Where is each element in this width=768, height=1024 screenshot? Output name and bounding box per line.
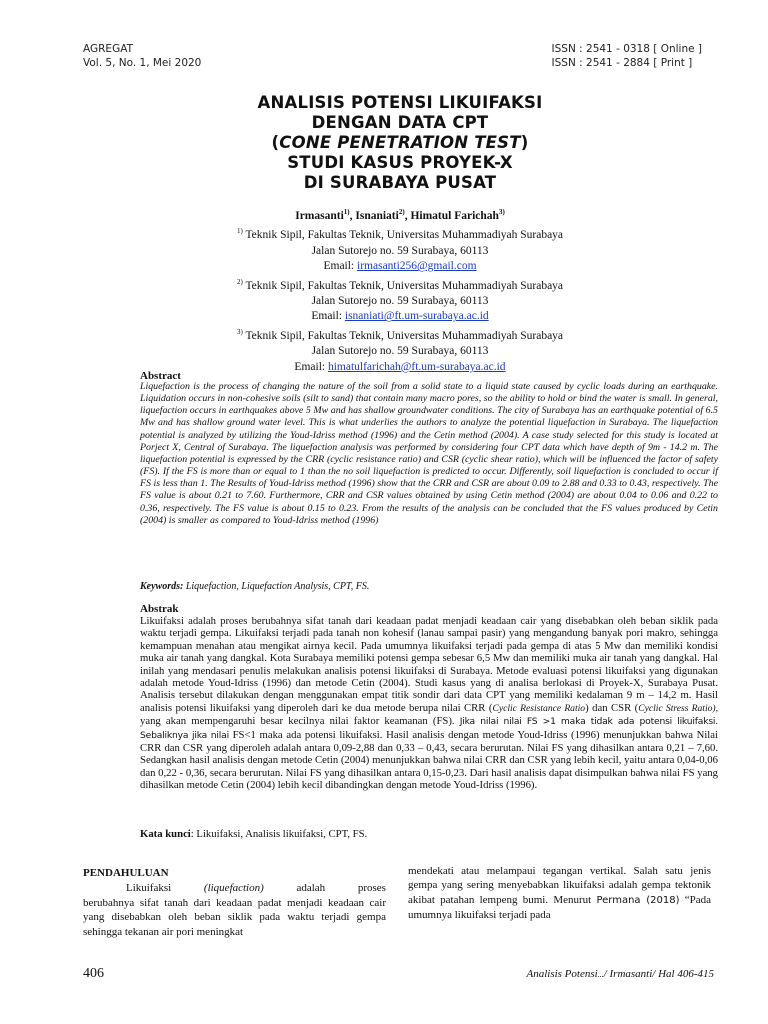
address-3: Jalan Sutorejo no. 59 Surabaya, 60113 — [311, 345, 489, 358]
intro-left-column — [83, 866, 386, 939]
intro-right-text-c: “Pada umumnya likuifaksi terjadi pada — [408, 893, 711, 922]
affiliation-3-text: Teknik Sipil, Fakultas Teknik, Universitas Muhammadiyah Surabaya — [242, 329, 564, 342]
journal-name: AGREGAT — [83, 43, 133, 55]
issn-print: ISSN : 2541 - 2884 [ Print ] — [551, 57, 693, 69]
title-paren-close: ) — [520, 133, 529, 152]
issn-online: ISSN : 2541 - 0318 [ Online ] — [551, 43, 702, 55]
abstrak-body — [140, 615, 718, 792]
abstrak-text-3: yang akan mempengaruhi besar kecilnya nilai faktor keamanan (FS). — [140, 715, 460, 728]
abstrak-csr-term: Cyclic Stress Ratio), — [638, 702, 719, 714]
abstrak-text-5: FS<1 maka ada potensi likuifaksi. Hasil analisis dengan metode Youd-Idriss (1996) menunjukkan bahwa Nilai CRR dan CSR yang diperoleh adalah antara 0,09-2,88 dan 0,33 – 0,43, secara berurutan. Nilai FS yang dihasilkan antara 0,21 – 7,60. Sedangkan hasil analisis dengan metode Cetin (2004) menunjukkan bahwa nilai CRR dan CSR yang lebih kecil, yaitu antara 0,04-0,06 dan 0,22 - 0,36, secara berurutan. Nilai FS yang dihasilkan antara 0,15-0,23. Dari hasil analisis dapat disimpulkan bahwa nilai FS yang dihasilkan metode Cetin (2004) lebih kecil dibandingkan dengan metode Youd-Idriss (1996). — [140, 728, 718, 792]
affiliation-1-sup: 1) — [236, 227, 243, 236]
title-line-2: DENGAN DATA CPT — [311, 113, 489, 132]
keywords-text: Liquefaction, Liquefaction Analysis, CPT, FS. — [183, 581, 370, 592]
author-3: Himatul Farichah — [410, 209, 499, 222]
affiliation-1-text: Teknik Sipil, Fakultas Teknik, Universitas Muhammadiyah Surabaya — [242, 229, 564, 242]
kata-kunci-label: Kata kunci — [140, 828, 191, 840]
abstrak-text-4: Jika nilai nilai FS >1 maka tidak ada potensi likuifaksi. Sebaliknya jika nilai — [140, 716, 718, 741]
email-2-link[interactable]: isnaniati@ft.um-surabaya.ac.id — [344, 310, 489, 323]
keywords-line — [140, 581, 718, 592]
affiliation-3 — [100, 325, 700, 344]
journal-header-left — [83, 42, 201, 70]
running-footer-pages: / Irmasanti/ Hal 406-415 — [603, 968, 714, 980]
title-line-5: DI SURABAYA PUSAT — [303, 173, 497, 192]
abstract-heading: Abstract — [140, 370, 181, 382]
running-footer-dots: ... — [597, 970, 604, 979]
affiliation-2 — [100, 275, 700, 294]
author-block — [100, 205, 700, 375]
email-2-line — [100, 309, 700, 325]
keywords-label: Keywords: — [140, 581, 184, 592]
intro-word-3: adalah — [296, 882, 326, 895]
author-1-sup: 1) — [343, 208, 350, 216]
email-3-label: Email: — [294, 360, 328, 373]
author-1: Irmasanti — [295, 209, 344, 222]
abstrak-heading: Abstrak — [140, 603, 179, 615]
abstrak-text-2: ) dan CSR ( — [585, 701, 639, 714]
address-2: Jalan Sutorejo no. 59 Surabaya, 60113 — [311, 294, 489, 307]
author-2-sup: 2) — [398, 208, 405, 216]
page-number: 406 — [83, 966, 104, 981]
affiliation-2-text: Teknik Sipil, Fakultas Teknik, Universitas Muhammadiyah Surabaya — [242, 279, 564, 292]
journal-header-right — [552, 42, 702, 70]
intro-right-column — [408, 864, 711, 923]
title-line-3 — [100, 133, 700, 153]
affiliation-3-sup: 3) — [236, 327, 243, 336]
running-footer — [526, 968, 714, 980]
author-sep-1: , — [349, 209, 356, 222]
intro-word-1: Likuifaksi — [126, 882, 172, 895]
author-2: Isnaniati — [355, 209, 399, 222]
intro-citation: Permana (2018) — [596, 894, 680, 906]
email-2-label: Email: — [311, 310, 345, 323]
email-3-link[interactable]: himatulfarichah@ft.um-surabaya.ac.id — [327, 360, 506, 373]
intro-right-text-a: mendekati atau melampaui tegangan vertikal. Salah satu jenis gempa yang sering menyebabkan likuifaksi adalah gempa tektonik akibat patahan lempeng bumi. Menurut — [408, 865, 711, 906]
running-footer-title: Analisis Potensi — [526, 968, 598, 980]
email-1-line — [100, 259, 700, 275]
intro-left-text: berubahnya sifat tanah dari keadaan padat menjadi keadaan cair yang disebabkan oleh beban siklik pada waktu terjadi gempa sehingga tekanan air pori meningkat — [83, 896, 386, 938]
intro-heading: PENDAHULUAN — [83, 867, 169, 879]
author-3-sup: 3) — [498, 208, 505, 216]
email-1-label: Email: — [323, 260, 358, 273]
title-paren-open: ( — [271, 133, 280, 152]
email-1-link[interactable]: irmasanti256@gmail.com — [357, 260, 477, 273]
intro-word-2: (liquefaction) — [203, 882, 264, 895]
title-line-4: STUDI KASUS PROYEK-X — [287, 153, 513, 172]
title-italic-term: CONE PENETRATION TEST — [279, 133, 521, 152]
author-names — [100, 205, 700, 224]
kata-kunci-line — [140, 828, 718, 840]
address-1: Jalan Sutorejo no. 59 Surabaya, 60113 — [311, 244, 489, 257]
abstract-body: Liquefaction is the process of changing the nature of the soil from a solid state to a liquid state caused by cyclic loads during an earthquake. Liquidation occurs in non-cohesive soils (silt to sand) that contain many macro pores, so the ability to hold or bind the water is small. In general, liquefaction occurs in earthquakes above 5 Mw and has shallow groundwater conditions. The city of Surabaya has an earthquake potential of 6.5 Mw and has shallow ground water level. This is what underlies the authors to analyze the potential liquefaction in Surabaya. The liquefaction potential is analyzed by utilizing the Youd-Idriss method (1996) and the Cetin method (2004). A case study selected for this study is located at Porject X, Central of Surabaya. The liquefaction analysis was performed by considering four CPT data which have depth of 9m - 14.2 m. The liquefaction potential is expressed by the CRR (cyclic resistance ratio) and CSR (cyclic shear ratio), which will be influenced the factor of safety (FS). If the FS is more than or equal to 1 than the no soil liquefaction is predicted to occur. Differently, soil liquefaction is concluded to occur if FS is less than 1. The Results of Youd-Idriss method (1996) show that the CRR and CSR are about 0.09 to 2.88 and 0.33 to 0.43, respectively. The FS value is about 0.21 to 7.60. Furthermore, CRR and CSR values obtained by using Cetin method (2004) are about 0.04 to 0.06 and 0.22 to 0.36, respectively. The FS value is about 0.15 to 0.23. From the results of the analysis can be concluded that the FS values produced by Cetin (2004) is smaller as compared to Youd-Idriss method (1996) — [140, 381, 718, 526]
intro-first-line — [83, 881, 386, 895]
paper-title — [100, 93, 700, 193]
affiliation-2-sup: 2) — [236, 277, 243, 286]
title-line-1: ANALISIS POTENSI LIKUIFAKSI — [257, 93, 543, 112]
author-sep-2: , — [404, 209, 411, 222]
abstrak-text-1: Likuifaksi adalah proses berubahnya sifat tanah dari keadaan padat menjadi keadaan cair yang disebabkan oleh beban siklik pada waktu terjadi gempa. Likuifaksi terjadi pada tanah non kohesif (lanau sampai pasir) yang mengandung banyak pori makro, sehingga kemampuan menahan atau mengikat airnya kecil. Pada umumnya likuifaksi terjadi pada gempa di atas 5 Mw dan memiliki kondisi muka air tanah yang dangkal. Kota Surabaya memiliki potensi gempa sebesar 6,5 Mw dan memiliki muka air tanah yang dangkal. Hal inilah yang mendasari penulis melakukan analisis potensi likuifaksi di Surabaya. Metode evaluasi potensi likuifaksi yang digunakan adalah metode Youd-Idriss (1996) dan metode Cetin (2004). Studi kasus yang di analisa berlokasi di Proyek-X, Surabaya Pusat. Analisis tersebut dilakukan dengan menggunakan empat titik sondir dari data CPT yang memiliki kedalaman 9 m – 14,2 m. Hasil analisis potensi likuifaksi yang diperoleh dari ke dua metode berupa nilai CRR ( — [140, 615, 718, 714]
journal-volume: Vol. 5, No. 1, Mei 2020 — [83, 57, 202, 69]
kata-kunci-text: : Likuifaksi, Analisis likuifaksi, CPT, FS. — [190, 828, 368, 840]
affiliation-1 — [100, 224, 700, 243]
intro-word-4: proses — [357, 882, 386, 895]
abstrak-crr-term: Cyclic Resistance Ratio — [492, 702, 586, 714]
